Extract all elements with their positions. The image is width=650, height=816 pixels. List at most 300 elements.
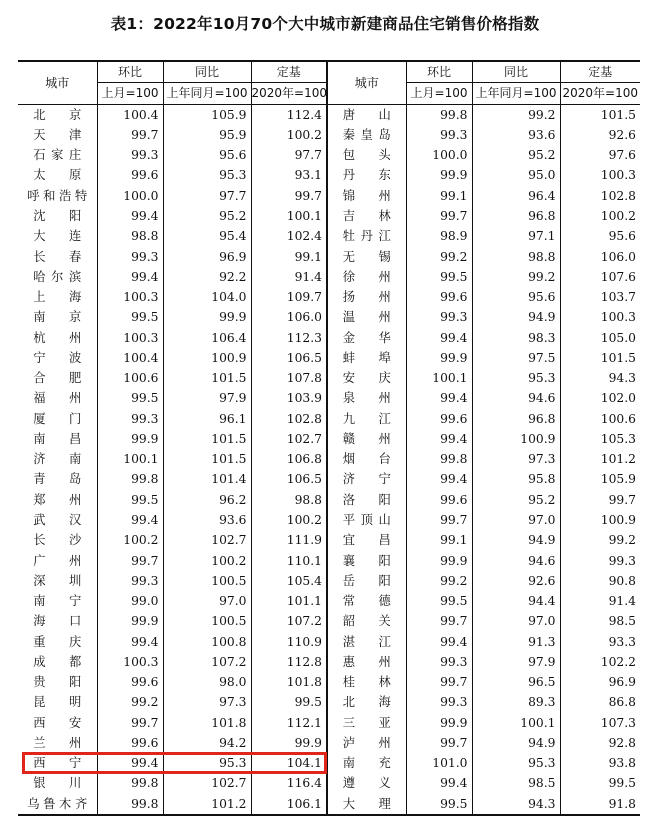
- header-yoy-left: 同比: [163, 61, 251, 83]
- yoy-cell-left: 96.1: [163, 409, 251, 429]
- base-cell-left: 101.1: [251, 591, 327, 611]
- header-mom-sub-left: 上月=100: [97, 83, 163, 104]
- mom-cell-left: 100.1: [97, 449, 163, 469]
- base-cell-left: 97.7: [251, 145, 327, 165]
- header-base-sub-right: 2020年=100: [560, 83, 640, 104]
- mom-cell-right: 99.9: [406, 713, 472, 733]
- table-row: [18, 125, 640, 145]
- yoy-cell-right: 94.6: [472, 550, 560, 570]
- city-name: 大连: [33, 229, 82, 244]
- base-cell-right: 102.0: [560, 388, 640, 408]
- mom-cell-left: 99.6: [97, 672, 163, 692]
- yoy-cell-right: 94.4: [472, 591, 560, 611]
- table-row: [18, 591, 640, 611]
- yoy-cell-right: 100.9: [472, 429, 560, 449]
- table-row: [18, 246, 640, 266]
- base-cell-right: 92.6: [560, 125, 640, 145]
- city-name: 成都: [33, 654, 82, 669]
- base-cell-right: 105.9: [560, 469, 640, 489]
- city-name: 包头: [342, 148, 391, 163]
- city-cell-right: [327, 388, 406, 408]
- base-cell-left: 98.8: [251, 490, 327, 510]
- mom-cell-left: 99.4: [97, 753, 163, 773]
- city-name: 平顶山: [342, 512, 391, 527]
- mom-cell-left: 100.3: [97, 287, 163, 307]
- yoy-cell-left: 100.9: [163, 348, 251, 368]
- city-name: 洛阳: [342, 492, 391, 507]
- mom-cell-right: 99.9: [406, 348, 472, 368]
- mom-cell-right: 99.4: [406, 469, 472, 489]
- city-cell-left: [18, 773, 97, 793]
- city-name: 丹东: [342, 168, 391, 183]
- city-cell-right: [327, 348, 406, 368]
- base-cell-left: 112.3: [251, 327, 327, 347]
- yoy-cell-left: 105.9: [163, 104, 251, 125]
- yoy-cell-right: 92.6: [472, 571, 560, 591]
- city-cell-left: [18, 186, 97, 206]
- city-name: 沈阳: [33, 208, 82, 223]
- yoy-cell-left: 92.2: [163, 267, 251, 287]
- city-name: 襄阳: [342, 553, 391, 568]
- mom-cell-right: 99.5: [406, 267, 472, 287]
- yoy-cell-left: 97.3: [163, 692, 251, 712]
- table-row: [18, 348, 640, 368]
- city-name: 西宁: [33, 756, 82, 771]
- yoy-cell-right: 89.3: [472, 692, 560, 712]
- city-cell-left: [18, 591, 97, 611]
- base-cell-right: 100.6: [560, 409, 640, 429]
- base-cell-left: 106.0: [251, 307, 327, 327]
- city-name: 银川: [33, 776, 82, 791]
- header-mom-sub-right: 上月=100: [406, 83, 472, 104]
- city-cell-left: [18, 429, 97, 449]
- city-cell-right: [327, 794, 406, 815]
- city-cell-right: [327, 713, 406, 733]
- city-name: 吉林: [342, 208, 391, 223]
- base-cell-right: 101.2: [560, 449, 640, 469]
- yoy-cell-left: 95.6: [163, 145, 251, 165]
- mom-cell-right: 99.2: [406, 571, 472, 591]
- yoy-cell-right: 97.0: [472, 510, 560, 530]
- mom-cell-right: 99.7: [406, 510, 472, 530]
- mom-cell-right: 99.3: [406, 307, 472, 327]
- yoy-cell-right: 94.6: [472, 388, 560, 408]
- city-cell-right: [327, 125, 406, 145]
- mom-cell-right: 99.4: [406, 773, 472, 793]
- mom-cell-left: 99.3: [97, 145, 163, 165]
- table-row: [18, 753, 640, 773]
- yoy-cell-right: 94.3: [472, 794, 560, 815]
- city-cell-left: [18, 368, 97, 388]
- base-cell-left: 106.5: [251, 469, 327, 489]
- city-name: 无锡: [342, 249, 391, 264]
- mom-cell-left: 99.9: [97, 429, 163, 449]
- table-row: [18, 409, 640, 429]
- yoy-cell-right: 94.9: [472, 733, 560, 753]
- yoy-cell-left: 101.5: [163, 449, 251, 469]
- base-cell-left: 106.8: [251, 449, 327, 469]
- city-name: 宁波: [33, 350, 82, 365]
- city-cell-left: [18, 307, 97, 327]
- yoy-cell-left: 95.3: [163, 753, 251, 773]
- table-row: [18, 571, 640, 591]
- yoy-cell-right: 97.1: [472, 226, 560, 246]
- base-cell-right: 93.3: [560, 631, 640, 651]
- table-row: [18, 327, 640, 347]
- yoy-cell-right: 98.8: [472, 246, 560, 266]
- base-cell-right: 99.5: [560, 773, 640, 793]
- city-cell-left: [18, 267, 97, 287]
- city-name: 青岛: [33, 472, 82, 487]
- yoy-cell-left: 95.4: [163, 226, 251, 246]
- yoy-cell-right: 97.0: [472, 611, 560, 631]
- city-cell-right: [327, 307, 406, 327]
- city-name: 天津: [33, 127, 82, 142]
- base-cell-left: 110.1: [251, 550, 327, 570]
- city-name: 乌鲁木齐: [27, 796, 88, 811]
- base-cell-right: 102.2: [560, 652, 640, 672]
- base-cell-left: 102.7: [251, 429, 327, 449]
- city-name: 温州: [342, 310, 391, 325]
- yoy-cell-right: 98.5: [472, 773, 560, 793]
- header-city-left: 城市: [18, 61, 97, 104]
- city-name: 海口: [33, 614, 82, 629]
- city-cell-left: [18, 753, 97, 773]
- yoy-cell-right: 97.5: [472, 348, 560, 368]
- city-cell-left: [18, 449, 97, 469]
- base-cell-right: 96.9: [560, 672, 640, 692]
- city-cell-right: [327, 652, 406, 672]
- city-cell-left: [18, 794, 97, 815]
- mom-cell-right: 99.1: [406, 530, 472, 550]
- base-cell-right: 97.6: [560, 145, 640, 165]
- city-name: 南宁: [33, 594, 82, 609]
- base-cell-right: 100.3: [560, 165, 640, 185]
- city-cell-right: [327, 145, 406, 165]
- yoy-cell-left: 101.4: [163, 469, 251, 489]
- base-cell-left: 109.7: [251, 287, 327, 307]
- yoy-cell-left: 101.5: [163, 429, 251, 449]
- yoy-cell-left: 102.7: [163, 530, 251, 550]
- city-cell-right: [327, 550, 406, 570]
- city-name: 太原: [33, 168, 82, 183]
- mom-cell-left: 99.3: [97, 409, 163, 429]
- city-name: 韶关: [342, 614, 391, 629]
- city-cell-left: [18, 530, 97, 550]
- city-name: 广州: [33, 553, 82, 568]
- yoy-cell-left: 96.2: [163, 490, 251, 510]
- header-yoy-right: 同比: [472, 61, 560, 83]
- mom-cell-right: 99.7: [406, 611, 472, 631]
- city-cell-right: [327, 631, 406, 651]
- city-name: 合肥: [33, 371, 82, 386]
- city-name: 常德: [342, 594, 391, 609]
- yoy-cell-left: 107.2: [163, 652, 251, 672]
- yoy-cell-right: 100.1: [472, 713, 560, 733]
- base-cell-right: 102.8: [560, 186, 640, 206]
- city-name: 厦门: [33, 411, 82, 426]
- yoy-cell-left: 95.9: [163, 125, 251, 145]
- mom-cell-right: 99.5: [406, 591, 472, 611]
- mom-cell-right: 99.3: [406, 125, 472, 145]
- city-cell-left: [18, 490, 97, 510]
- header-yoy-sub-left: 上年同月=100: [163, 83, 251, 104]
- city-cell-left: [18, 469, 97, 489]
- table-row: [18, 368, 640, 388]
- mom-cell-right: 99.7: [406, 733, 472, 753]
- city-cell-right: [327, 327, 406, 347]
- city-cell-right: [327, 490, 406, 510]
- base-cell-left: 107.8: [251, 368, 327, 388]
- yoy-cell-right: 94.9: [472, 307, 560, 327]
- city-name: 扬州: [342, 290, 391, 305]
- table-row: [18, 226, 640, 246]
- table-row: [18, 530, 640, 550]
- base-cell-left: 104.1: [251, 753, 327, 773]
- city-name: 武汉: [33, 512, 82, 527]
- city-name: 南昌: [33, 431, 82, 446]
- yoy-cell-right: 95.3: [472, 753, 560, 773]
- base-cell-right: 91.4: [560, 591, 640, 611]
- header-mom-left: 环比: [97, 61, 163, 83]
- header-base-sub-left: 2020年=100: [251, 83, 327, 104]
- city-cell-left: [18, 652, 97, 672]
- mom-cell-left: 100.4: [97, 348, 163, 368]
- base-cell-right: 105.3: [560, 429, 640, 449]
- city-cell-left: [18, 388, 97, 408]
- base-cell-right: 105.0: [560, 327, 640, 347]
- mom-cell-left: 99.0: [97, 591, 163, 611]
- mom-cell-left: 100.3: [97, 652, 163, 672]
- base-cell-left: 93.1: [251, 165, 327, 185]
- city-name: 锦州: [342, 188, 391, 203]
- base-cell-right: 99.3: [560, 550, 640, 570]
- city-cell-right: [327, 672, 406, 692]
- base-cell-right: 101.5: [560, 348, 640, 368]
- base-cell-left: 99.5: [251, 692, 327, 712]
- city-cell-right: [327, 571, 406, 591]
- mom-cell-left: 99.7: [97, 713, 163, 733]
- city-cell-right: [327, 611, 406, 631]
- base-cell-left: 116.4: [251, 773, 327, 793]
- table-row: [18, 550, 640, 570]
- yoy-cell-left: 100.5: [163, 611, 251, 631]
- base-cell-right: 106.0: [560, 246, 640, 266]
- table-row: [18, 307, 640, 327]
- city-name: 重庆: [33, 634, 82, 649]
- base-cell-left: 105.4: [251, 571, 327, 591]
- city-cell-left: [18, 145, 97, 165]
- city-name: 兰州: [33, 735, 82, 750]
- city-name: 南充: [342, 756, 391, 771]
- city-cell-right: [327, 469, 406, 489]
- mom-cell-left: 99.4: [97, 510, 163, 530]
- table-row: [18, 672, 640, 692]
- city-cell-right: [327, 692, 406, 712]
- mom-cell-left: 99.8: [97, 469, 163, 489]
- base-cell-left: 110.9: [251, 631, 327, 651]
- city-cell-left: [18, 713, 97, 733]
- mom-cell-left: 99.2: [97, 692, 163, 712]
- table-row: [18, 469, 640, 489]
- city-name: 北海: [342, 695, 391, 710]
- base-cell-left: 112.8: [251, 652, 327, 672]
- city-cell-left: [18, 206, 97, 226]
- city-name: 泉州: [342, 391, 391, 406]
- yoy-cell-right: 95.2: [472, 145, 560, 165]
- city-cell-left: [18, 550, 97, 570]
- yoy-cell-left: 100.8: [163, 631, 251, 651]
- mom-cell-left: 99.3: [97, 571, 163, 591]
- city-cell-right: [327, 206, 406, 226]
- base-cell-right: 91.8: [560, 794, 640, 815]
- city-name: 安庆: [342, 371, 391, 386]
- mom-cell-right: 99.7: [406, 672, 472, 692]
- base-cell-left: 91.4: [251, 267, 327, 287]
- yoy-cell-right: 97.9: [472, 652, 560, 672]
- city-cell-right: [327, 246, 406, 266]
- city-name: 上海: [33, 290, 82, 305]
- mom-cell-left: 99.9: [97, 611, 163, 631]
- city-cell-left: [18, 348, 97, 368]
- table-row: [18, 165, 640, 185]
- city-name: 蚌埠: [342, 350, 391, 365]
- mom-cell-left: 99.4: [97, 206, 163, 226]
- city-name: 徐州: [342, 269, 391, 284]
- city-cell-right: [327, 267, 406, 287]
- yoy-cell-right: 93.6: [472, 125, 560, 145]
- yoy-cell-left: 101.5: [163, 368, 251, 388]
- base-cell-left: 107.2: [251, 611, 327, 631]
- city-cell-right: [327, 449, 406, 469]
- mom-cell-left: 98.8: [97, 226, 163, 246]
- table-row: [18, 510, 640, 530]
- base-cell-right: 99.7: [560, 490, 640, 510]
- base-cell-left: 101.8: [251, 672, 327, 692]
- yoy-cell-right: 91.3: [472, 631, 560, 651]
- mom-cell-left: 99.4: [97, 267, 163, 287]
- city-name: 惠州: [342, 654, 391, 669]
- base-cell-right: 93.8: [560, 753, 640, 773]
- table-row: [18, 611, 640, 631]
- city-name: 赣州: [342, 431, 391, 446]
- city-name: 泸州: [342, 735, 391, 750]
- base-cell-left: 100.2: [251, 510, 327, 530]
- base-cell-right: 101.5: [560, 104, 640, 125]
- mom-cell-left: 100.6: [97, 368, 163, 388]
- header-base-right: 定基: [560, 61, 640, 83]
- city-cell-left: [18, 104, 97, 125]
- yoy-cell-right: 95.3: [472, 368, 560, 388]
- yoy-cell-left: 95.2: [163, 206, 251, 226]
- city-name: 哈尔滨: [33, 269, 82, 284]
- city-cell-right: [327, 165, 406, 185]
- page-title: 表1：2022年10月70个大中城市新建商品住宅销售价格指数: [110, 15, 540, 33]
- yoy-cell-left: 95.3: [163, 165, 251, 185]
- city-cell-left: [18, 287, 97, 307]
- yoy-cell-right: 99.2: [472, 267, 560, 287]
- city-cell-right: [327, 510, 406, 530]
- city-name: 湛江: [342, 634, 391, 649]
- mom-cell-right: 99.6: [406, 490, 472, 510]
- city-name: 北京: [33, 107, 82, 122]
- base-cell-left: 100.2: [251, 125, 327, 145]
- base-cell-right: 98.5: [560, 611, 640, 631]
- base-cell-left: 103.9: [251, 388, 327, 408]
- table-row: [18, 631, 640, 651]
- price-index-table: [18, 60, 640, 816]
- table-row: [18, 449, 640, 469]
- base-cell-right: 100.3: [560, 307, 640, 327]
- city-name: 九江: [342, 411, 391, 426]
- table-row: [18, 773, 640, 793]
- mom-cell-right: 99.6: [406, 409, 472, 429]
- city-cell-right: [327, 226, 406, 246]
- base-cell-left: 111.9: [251, 530, 327, 550]
- mom-cell-right: 99.3: [406, 652, 472, 672]
- table-row: [18, 652, 640, 672]
- city-cell-left: [18, 165, 97, 185]
- yoy-cell-left: 94.2: [163, 733, 251, 753]
- table-row: [18, 429, 640, 449]
- mom-cell-right: 99.6: [406, 287, 472, 307]
- table-row: [18, 490, 640, 510]
- table-row: [18, 206, 640, 226]
- yoy-cell-left: 101.2: [163, 794, 251, 815]
- mom-cell-right: 99.2: [406, 246, 472, 266]
- base-cell-left: 99.1: [251, 246, 327, 266]
- base-cell-left: 106.1: [251, 794, 327, 815]
- mom-cell-left: 99.5: [97, 490, 163, 510]
- city-name: 牡丹江: [342, 229, 391, 244]
- yoy-cell-left: 97.9: [163, 388, 251, 408]
- mom-cell-left: 99.3: [97, 246, 163, 266]
- mom-cell-right: 99.9: [406, 550, 472, 570]
- yoy-cell-right: 99.2: [472, 104, 560, 125]
- yoy-cell-left: 97.7: [163, 186, 251, 206]
- table-row: [18, 287, 640, 307]
- base-cell-right: 100.9: [560, 510, 640, 530]
- header-base-left: 定基: [251, 61, 327, 83]
- city-cell-left: [18, 692, 97, 712]
- base-cell-right: 99.2: [560, 530, 640, 550]
- mom-cell-right: 99.3: [406, 692, 472, 712]
- city-name: 郑州: [33, 492, 82, 507]
- base-cell-left: 100.1: [251, 206, 327, 226]
- city-cell-left: [18, 246, 97, 266]
- yoy-cell-right: 98.3: [472, 327, 560, 347]
- yoy-cell-left: 101.8: [163, 713, 251, 733]
- table-row: [18, 104, 640, 125]
- mom-cell-right: 99.8: [406, 104, 472, 125]
- city-name: 桂林: [342, 675, 391, 690]
- city-name: 烟台: [342, 452, 391, 467]
- city-name: 长春: [33, 249, 82, 264]
- city-name: 秦皇岛: [342, 127, 391, 142]
- yoy-cell-right: 95.6: [472, 287, 560, 307]
- city-name: 西安: [33, 715, 82, 730]
- city-cell-right: [327, 773, 406, 793]
- base-cell-right: 94.3: [560, 368, 640, 388]
- table-row: [18, 692, 640, 712]
- mom-cell-right: 99.8: [406, 449, 472, 469]
- base-cell-right: 90.8: [560, 571, 640, 591]
- mom-cell-left: 99.8: [97, 794, 163, 815]
- city-name: 唐山: [342, 107, 391, 122]
- yoy-cell-left: 93.6: [163, 510, 251, 530]
- mom-cell-left: 100.3: [97, 327, 163, 347]
- city-name: 遵义: [342, 776, 391, 791]
